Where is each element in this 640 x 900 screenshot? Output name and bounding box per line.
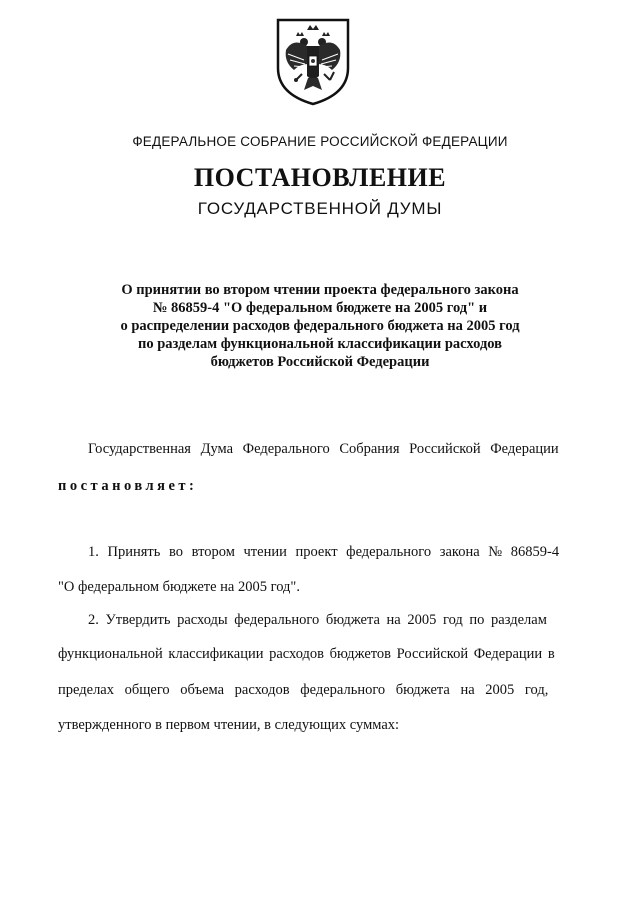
subject-line: О принятии во втором чтении проекта федерального закона	[121, 282, 519, 298]
resolves-word: постановляет:	[58, 478, 198, 494]
subject-line: по разделам функциональной классификации расходов	[137, 336, 503, 352]
item-1-line-2: "О федеральном бюджете на 2005 год".	[58, 579, 300, 595]
organization-name: ФЕДЕРАЛЬНОЕ СОБРАНИЕ РОССИЙСКОЙ ФЕДЕРАЦИИ	[132, 134, 508, 149]
subject-line: о распределении расходов федерального бюджета на 2005 год	[120, 318, 520, 334]
document-type-title: ПОСТАНОВЛЕНИЕ	[193, 163, 447, 192]
item-2-line-4: утвержденного в первом чтении, в следующих суммах:	[58, 717, 400, 733]
item-2-line-3: пределах общего объема расходов федерального бюджета на 2005 год,	[58, 682, 549, 698]
resolution-subject	[0, 281, 640, 371]
state-emblem-icon	[274, 16, 352, 106]
document-issuer: ГОСУДАРСТВЕННОЙ ДУМЫ	[197, 199, 443, 218]
preamble-text: Государственная Дума Федерального Собрания Российской Федерации	[88, 441, 559, 457]
item-2-line-1: 2. Утвердить расходы федерального бюджета на 2005 год по разделам	[88, 612, 547, 628]
subject-line: № 86859-4 "О федеральном бюджете на 2005 год" и	[152, 300, 488, 316]
subject-line: бюджетов Российской Федерации	[210, 354, 430, 370]
item-2-line-2: функциональной классификации расходов бюджетов Российской Федерации в	[58, 646, 555, 662]
item-1-line-1: 1. Принять во втором чтении проект федерального закона № 86859-4	[88, 544, 560, 560]
